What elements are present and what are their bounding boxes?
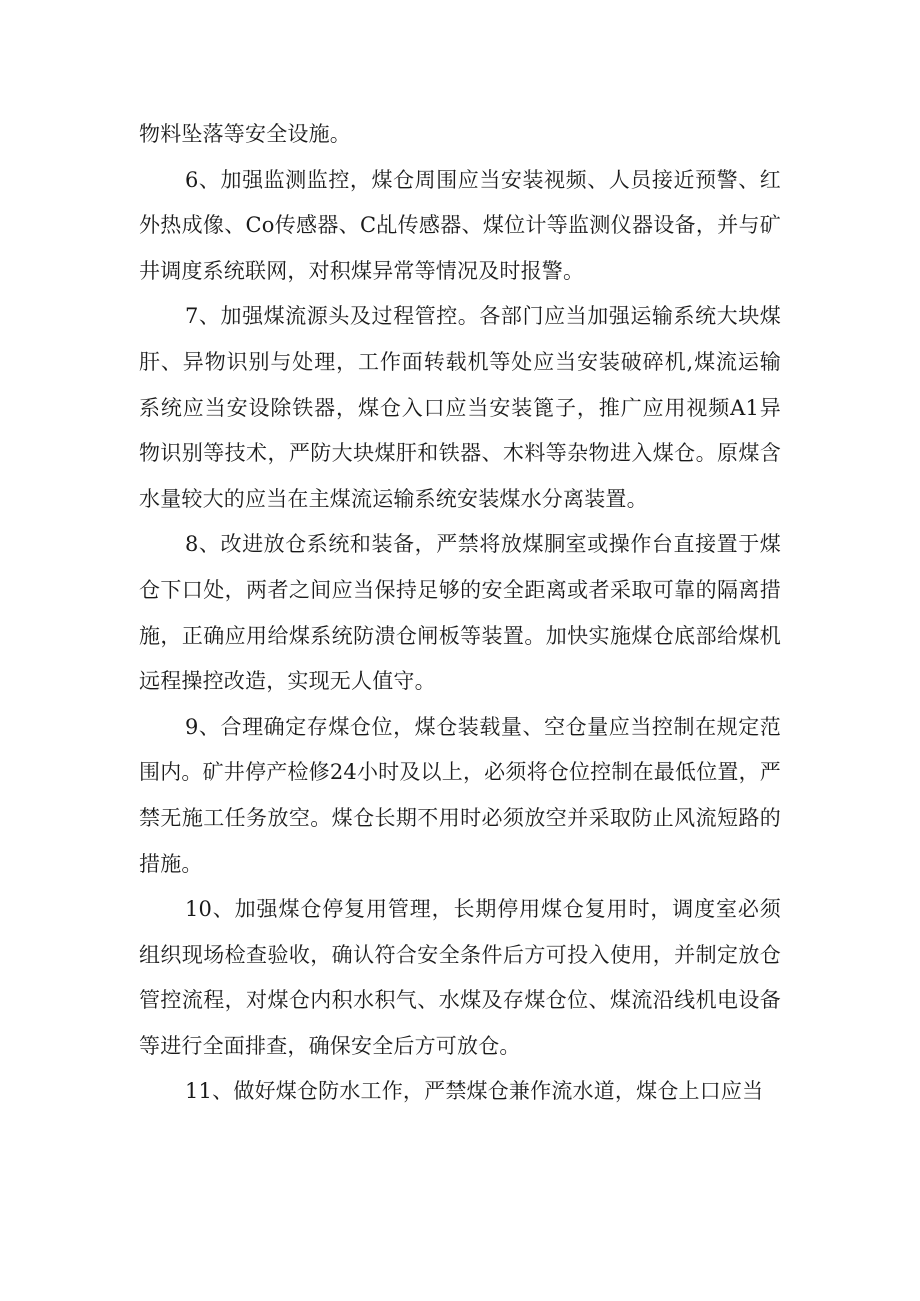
document-body — [139, 112, 781, 1115]
paragraph-5-continuation: 物料坠落等安全设施。 — [139, 122, 351, 146]
paragraph-11-waterproofing: 11、做好煤仓防水工作，严禁煤仓兼作流水道，煤仓上口应当 — [185, 1079, 764, 1104]
paragraph-7-coal-flow-control: 7、加强煤流源头及过程管控。各部门应当加强运输系统大块煤肝、异物识别与处理，工作面转载机等处应当安装破碎机,煤流运输系统应当安设除铁器，煤仓入口应当安装篦子，推广应用视频A1异物识别等技术，严防大块煤肝和铁器、木料等杂物进入煤仓。原煤含水量较大的应当在主煤流运输系统安装煤水分离装置。 — [139, 304, 781, 511]
paragraph-10-reuse-management: 10、加强煤仓停复用管理，长期停用煤仓复用时，调度室必须组织现场检查验收，确认符合安全条件后方可投入使用，并制定放仓管控流程，对煤仓内积水积气、水煤及存煤仓位、煤流沿线机电设备等进行全面排查，确保安全后方可放仓。 — [139, 897, 781, 1058]
paragraph-9-storage-level: 9、合理确定存煤仓位，煤仓装载量、空仓量应当控制在规定范围内。矿井停产检修24小时及以上，必须将仓位控制在最低位置，严禁无施工任务放空。煤仓长期不用时必须放空并采取防止风流短路的措施。 — [139, 714, 781, 876]
paragraph-8-discharge-system: 8、改进放仓系统和装备，严禁将放煤胴室或操作台直接置于煤仓下口处，两者之间应当保持足够的安全距离或者采取可靠的隔离措施，正确应用给煤系统防溃仓闸板等装置。加快实施煤仓底部给煤机远程操控改造，实现无人值守。 — [139, 532, 781, 694]
paragraph-6-monitoring: 6、加强监测监控，煤仓周围应当安装视频、人员接近预警、红外热成像、Co传感器、C乩传感器、煤位计等监测仪器设备，并与矿井调度系统联网，对积煤异常等情况及时报警。 — [139, 167, 781, 283]
